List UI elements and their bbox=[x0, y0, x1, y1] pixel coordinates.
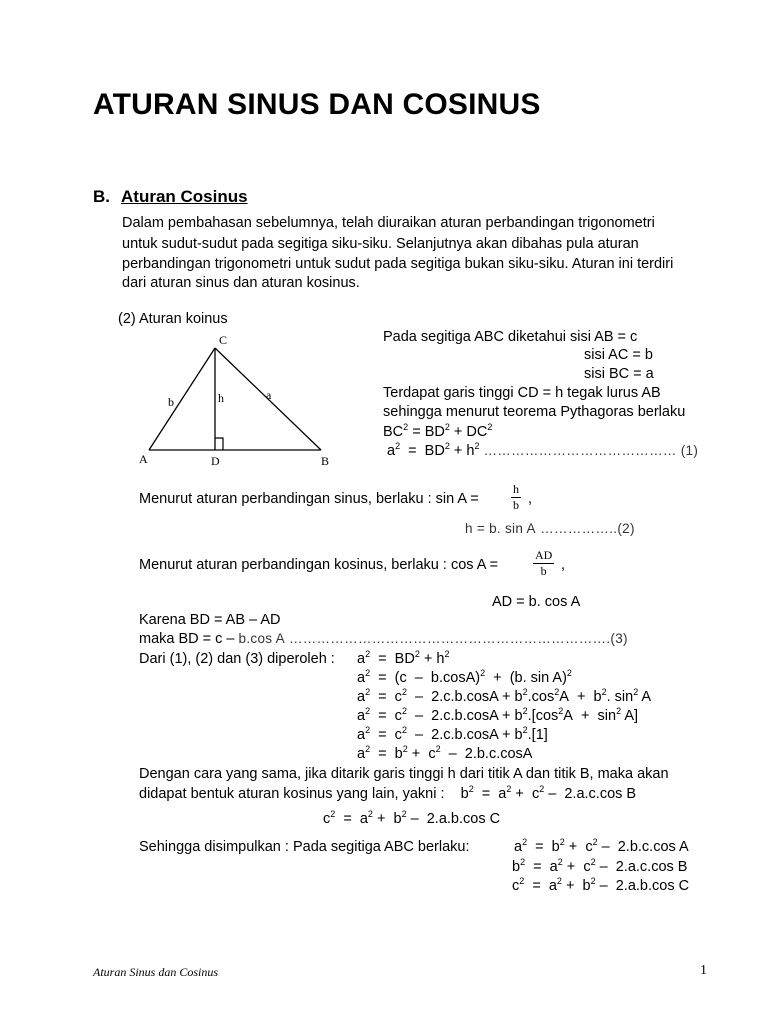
conclusion-2: $b^2 = a^2 + c^2 - 2.a.c.\cos$ B bbox=[512, 857, 688, 875]
page-number: 1 bbox=[700, 963, 707, 978]
comma: , bbox=[528, 491, 533, 507]
comma: , bbox=[561, 557, 566, 573]
maka-line bbox=[139, 630, 628, 648]
eq-1: $a^2 = BD^2 + h^2$ …………………………………… (1) bbox=[387, 441, 699, 459]
conclusion-3: $c^2 = a^2 + b^2 - 2.a.b.\cos$ C bbox=[512, 876, 690, 894]
section-heading: Aturan Cosinus bbox=[121, 187, 248, 206]
eq-2-ref: ……………..(2) bbox=[540, 521, 635, 536]
derive-3: $a^2 = c^2 - 2.c.b.\cos A + b^2.\cos^2A + b^2$. $\sin^2 A$ bbox=[357, 687, 652, 705]
dengan-text: didapat bentuk aturan kosinus yang lain, yakni : bbox=[139, 786, 445, 802]
eq-1-ref: …………………………………… (1) bbox=[483, 443, 699, 458]
intro-line-3: perbandingan trigonometri untuk sudut pada segitiga bukan siku-siku. Aturan ini terdiri bbox=[122, 256, 674, 272]
intro-line-1: Dalam pembahasan sebelumnya, telah diuraikan aturan perbandingan trigonometri bbox=[122, 215, 655, 231]
dengan-line-1: Dengan cara yang sama, jika ditarik garis tinggi h dari titik A dan titik B, maka akan bbox=[139, 766, 669, 782]
triangle-diagram bbox=[135, 330, 335, 470]
maka-dim: b.cos A bbox=[238, 631, 285, 646]
fraction-numerator: h bbox=[513, 482, 519, 496]
page-title: ATURAN SINUS DAN COSINUS bbox=[93, 88, 541, 121]
footer-title: Aturan Sinus dan Cosinus bbox=[93, 965, 219, 979]
sine-rule-text: Menurut aturan perbandingan sinus, berlaku : sin A = bbox=[139, 491, 479, 507]
height-line-2: sehingga menurut teorema Pythagoras berlaku bbox=[383, 404, 686, 420]
given-line-1: Pada segitiga ABC diketahui sisi AB = c bbox=[383, 329, 638, 345]
h-equals-b-sin-a: h = b. sin A bbox=[465, 521, 536, 536]
maka-text: maka BD = c – bbox=[139, 631, 235, 647]
eq-3-ref: …………………………………………………………….(3) bbox=[288, 631, 628, 646]
derive-1: $a^2 = BD^2 + h^2$ bbox=[357, 649, 450, 667]
derive-6: $a^2 = b^2 + c^2 - 2.b.c.\cos A$ bbox=[357, 744, 533, 762]
derive-4: $a^2 = c^2 - 2.c.b.\cos A + b^2.[\cos^2A + \sin^2 A]$ bbox=[357, 706, 639, 724]
vertex-b: B bbox=[321, 454, 330, 468]
intro-line-4: dari aturan sinus dan aturan kosinus. bbox=[122, 275, 360, 291]
pythagoras-eq: $BC^2 = BD^2 + DC^2$ bbox=[383, 422, 493, 440]
subsection-title: (2) Aturan koinus bbox=[118, 311, 228, 327]
side-ac bbox=[149, 348, 215, 450]
vertex-c: C bbox=[219, 333, 228, 347]
conclusion-1: $a^2 = b^2 + c^2 - 2.b.c.\cos$ A bbox=[514, 837, 689, 855]
cos-rule-text: Menurut aturan perbandingan kosinus, berlaku : cos A = bbox=[139, 557, 499, 573]
given-line-2: sisi AC = b bbox=[584, 347, 653, 363]
fraction-denominator: b bbox=[513, 498, 519, 512]
fraction-ad-over-b bbox=[533, 549, 554, 578]
c-squared-eq: $c^2 = a^2 + b^2 - 2.a.b.\cos$ C bbox=[323, 809, 501, 827]
point-d: D bbox=[211, 454, 220, 468]
eq-2 bbox=[465, 520, 635, 538]
height-label-h: h bbox=[218, 391, 224, 405]
height-line-1: Terdapat garis tinggi CD = h tegak lurus AB bbox=[383, 385, 661, 401]
given-line-3: sisi BC = a bbox=[584, 366, 654, 382]
side-label-a: a bbox=[266, 388, 272, 402]
fraction-h-over-b bbox=[511, 483, 521, 512]
intro-line-2: untuk sudut-sudut pada segitiga siku-siku. Selanjutnya akan dibahas pula aturan bbox=[122, 236, 639, 252]
fraction-numerator: AD bbox=[535, 548, 553, 562]
ad-equation: AD = b. cos A bbox=[492, 594, 581, 610]
karena-line: Karena BD = AB – AD bbox=[139, 612, 281, 628]
section-letter: B. bbox=[93, 187, 110, 206]
derive-5: $a^2 = c^2 - 2.c.b.\cos A + b^2.[1]$ bbox=[357, 725, 548, 743]
dari-line: Dari (1), (2) dan (3) diperoleh : bbox=[139, 651, 335, 667]
vertex-a: A bbox=[139, 452, 148, 466]
right-angle-mark bbox=[215, 438, 223, 450]
side-label-b: b bbox=[168, 395, 174, 409]
fraction-denominator: b bbox=[540, 564, 547, 578]
derive-2: $a^2 = (c - b.\cos A)^2 + (b$. sin A)$^2$ bbox=[357, 668, 572, 686]
sehingga-text: Sehingga disimpulkan : Pada segitiga ABC berlaku: bbox=[139, 839, 470, 855]
dengan-line-2: didapat bentuk aturan kosinus yang lain, yakni : $b^2 = a^2 + c^2 - 2.a.c.\cos$ B bbox=[139, 784, 637, 802]
